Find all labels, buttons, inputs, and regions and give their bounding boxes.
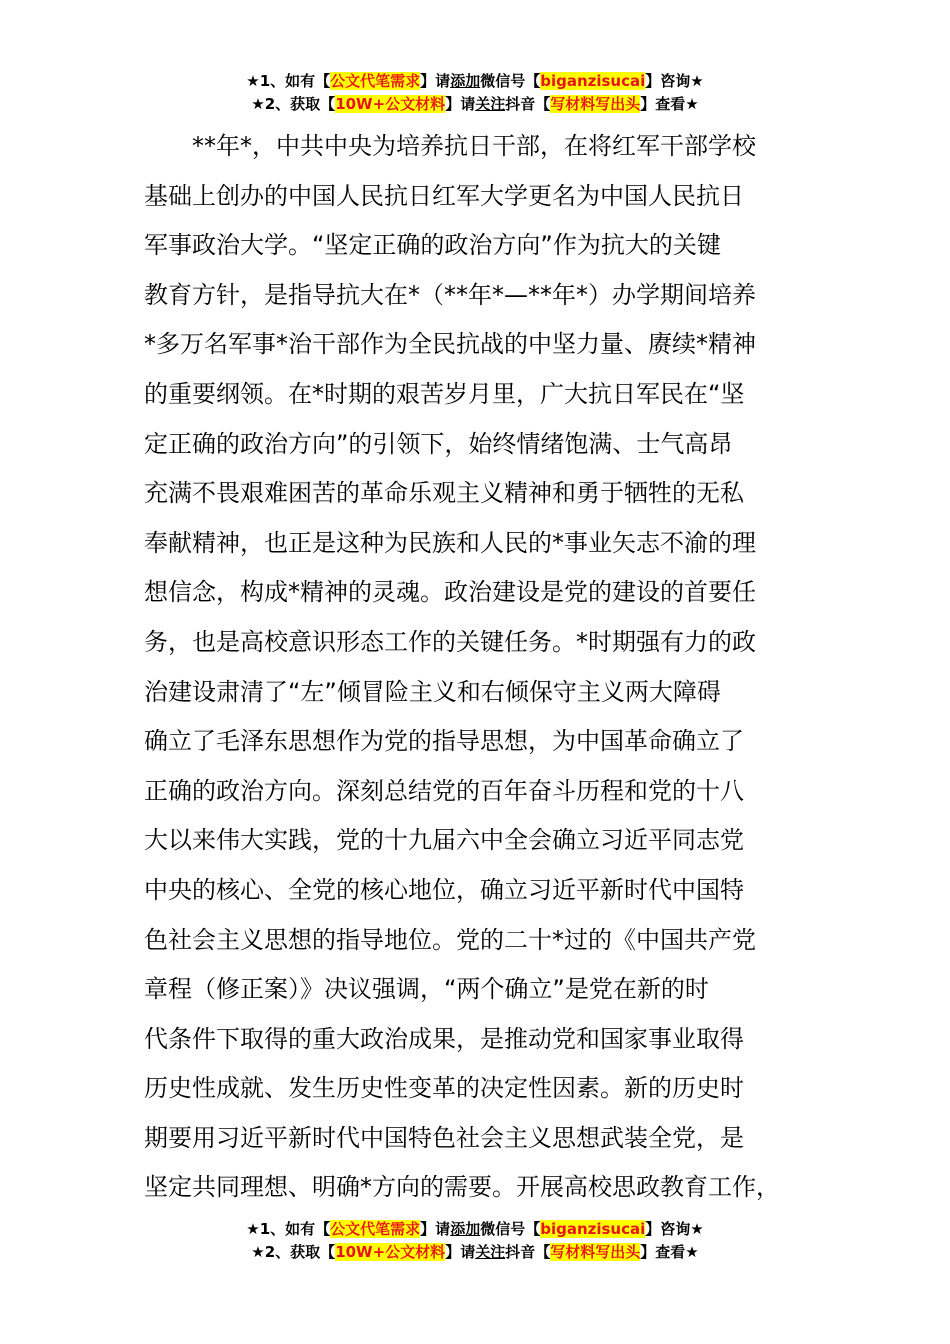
- body-line: 期要用习近平新时代中国特色社会主义思想武装全党，是: [144, 1123, 744, 1152]
- header-line-2-suffix: 】查看★: [640, 95, 699, 113]
- wechat-id-highlight: biganzisucai: [540, 72, 646, 90]
- body-line: 大以来伟大实践，党的十九届六中全会确立习近平同志党: [144, 826, 744, 855]
- footer-line-2: [0, 1241, 950, 1264]
- body-line: 历史性成就、发生历史性变革的决定性因素。新的历史时: [144, 1074, 744, 1103]
- add-underline-text: 添加: [450, 72, 481, 90]
- header-line-1-text: 】请: [420, 72, 451, 90]
- body-line: 中央的核心、全党的核心地位，确立习近平新时代中国特: [144, 875, 744, 904]
- body-line: 确立了毛泽东思想作为党的指导思想，为中国革命确立了: [144, 727, 744, 756]
- materials-highlight: 10W+公文材料: [335, 95, 446, 113]
- service-highlight: 公文代笔需求: [330, 1220, 421, 1238]
- body-line: 教育方针，是指导抗大在*（**年*—**年*）办学期间培养: [144, 280, 756, 309]
- footer-line-1-suffix: 】咨询★: [645, 1220, 704, 1238]
- header-line-2-text-2: 抖音【: [505, 95, 551, 113]
- footer-line-1: [0, 1218, 950, 1241]
- body-line: 充满不畏艰难困苦的革命乐观主义精神和勇于牺牲的无私: [144, 479, 744, 508]
- service-highlight: 公文代笔需求: [330, 72, 421, 90]
- header-line-1-prefix: ★1、如有【: [246, 72, 331, 90]
- body-line: 的重要纲领。在*时期的艰苦岁月里，广大抗日军民在“坚: [144, 379, 745, 408]
- add-underline-text: 添加: [450, 1220, 481, 1238]
- header-banner: [0, 70, 950, 116]
- follow-underline-text: 关注: [475, 1243, 506, 1261]
- header-line-2-prefix: ★2、获取【: [251, 95, 336, 113]
- materials-highlight: 10W+公文材料: [335, 1243, 446, 1261]
- header-line-1: [0, 70, 950, 93]
- footer-banner: [0, 1218, 950, 1264]
- body-line: 治建设肃清了“左”倾冒险主义和右倾保守主义两大障碍: [144, 677, 721, 706]
- header-line-1-text-2: 微信号【: [480, 72, 541, 90]
- body-line: 坚定共同理想、明确*方向的需要。开展高校思政教育工作，: [144, 1173, 780, 1202]
- footer-line-1-prefix: ★1、如有【: [246, 1220, 331, 1238]
- footer-line-2-text-2: 抖音【: [505, 1243, 551, 1261]
- body-line: 章程（修正案）》决议强调，“两个确立”是党在新的时: [144, 975, 709, 1004]
- body-line: 色社会主义思想的指导地位。党的二十*过的《中国共产党: [144, 925, 756, 954]
- body-line: 定正确的政治方向”的引领下，始终情绪饱满、士气高昂: [144, 429, 733, 458]
- footer-line-2-text: 】请: [445, 1243, 476, 1261]
- body-line: *多万名军事*治干部作为全民抗战的中坚力量、赓续*精神: [144, 330, 756, 359]
- footer-line-1-text: 】请: [420, 1220, 451, 1238]
- body-line: 奉献精神，也正是这种为民族和人民的*事业矢志不渝的理: [144, 528, 756, 557]
- header-line-1-suffix: 】咨询★: [645, 72, 704, 90]
- follow-underline-text: 关注: [475, 95, 506, 113]
- footer-line-2-prefix: ★2、获取【: [251, 1243, 336, 1261]
- header-line-2-text: 】请: [445, 95, 476, 113]
- footer-line-1-text-2: 微信号【: [480, 1220, 541, 1238]
- body-line: 基础上创办的中国人民抗日红军大学更名为中国人民抗日: [144, 181, 744, 210]
- douyin-account-highlight: 写材料写出头: [550, 1243, 641, 1261]
- body-line: 想信念，构成*精神的灵魂。政治建设是党的建设的首要任: [144, 578, 756, 607]
- footer-line-2-suffix: 】查看★: [640, 1243, 699, 1261]
- header-line-2: [0, 93, 950, 116]
- body-line: 正确的政治方向。深刻总结党的百年奋斗历程和党的十八: [144, 776, 744, 805]
- body-line: 务，也是高校意识形态工作的关键任务。*时期强有力的政: [144, 627, 756, 656]
- wechat-id-highlight: biganzisucai: [540, 1220, 646, 1238]
- body-line: 军事政治大学。“坚定正确的政治方向”作为抗大的关键: [144, 231, 721, 260]
- douyin-account-highlight: 写材料写出头: [550, 95, 641, 113]
- document-body: [144, 122, 824, 1213]
- body-line: **年*，中共中央为培养抗日干部，在将红军干部学校: [144, 132, 756, 160]
- body-line: 代条件下取得的重大政治成果，是推动党和国家事业取得: [144, 1024, 744, 1053]
